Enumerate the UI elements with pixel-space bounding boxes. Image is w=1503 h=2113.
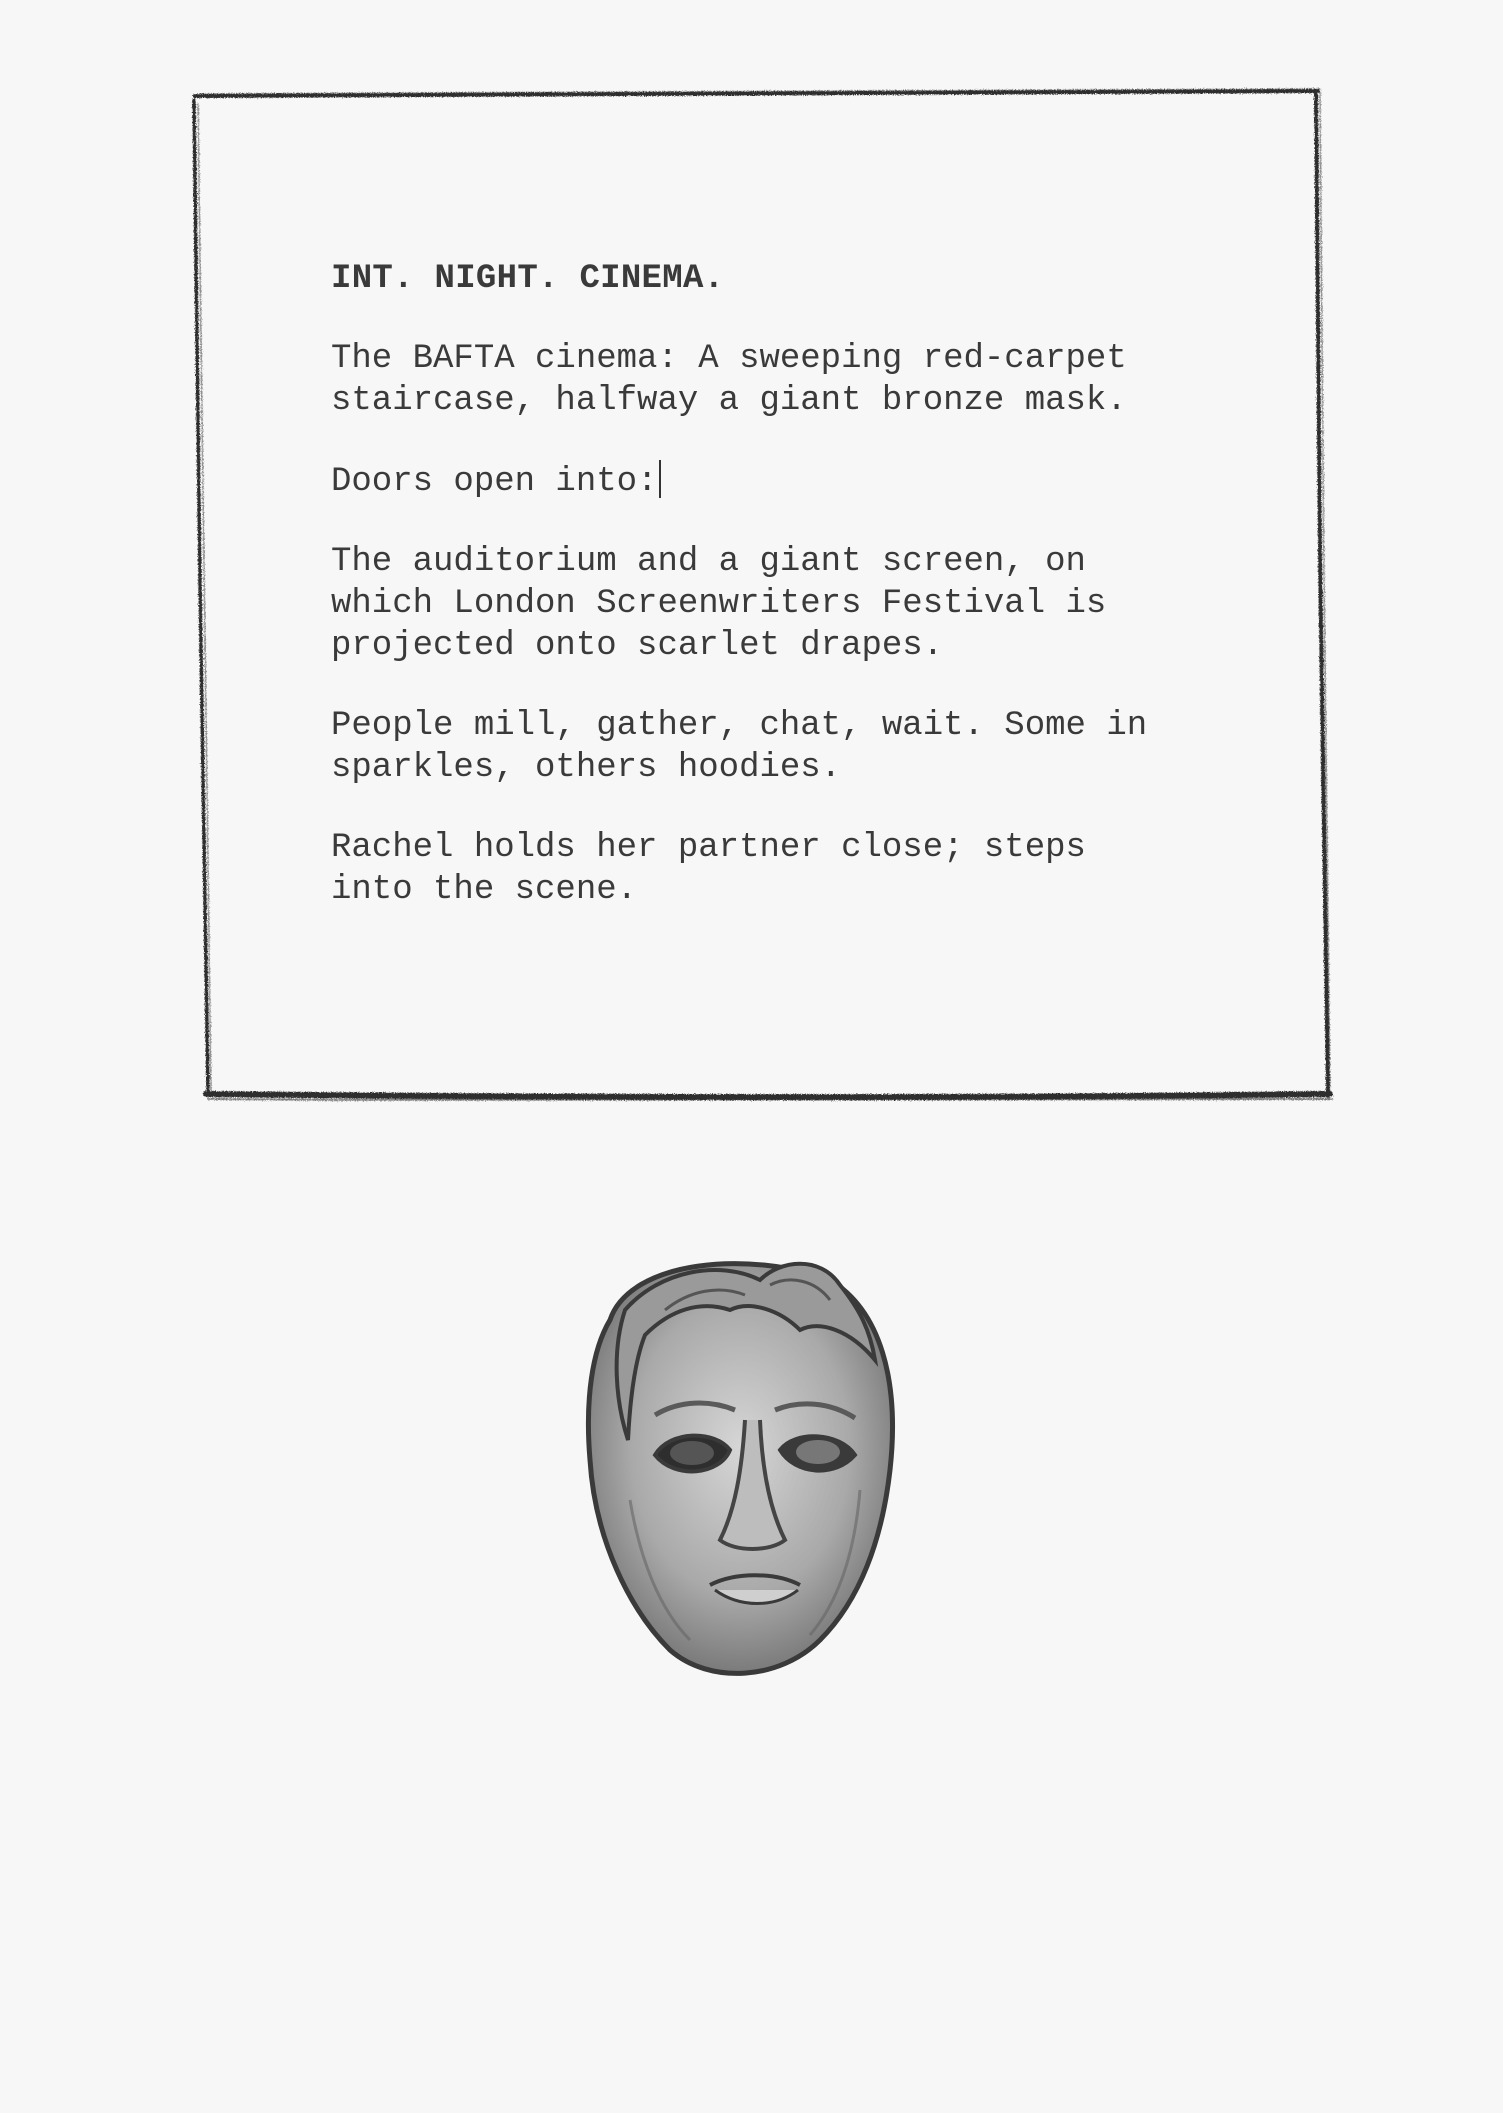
action-paragraph-2 (331, 460, 1291, 503)
action-paragraph-1: The BAFTA cinema: A sweeping red-carpet staircase, halfway a giant bronze mask. (331, 340, 1127, 420)
action-paragraph-4: People mill, gather, chat, wait. Some in sparkles, others hoodies. (331, 707, 1148, 787)
action-paragraph-5: Rachel holds her partner close; steps into the scene. (331, 829, 1086, 909)
scene-heading: INT. NIGHT. CINEMA. (331, 260, 725, 298)
action-text-2: Doors open into: (331, 463, 658, 501)
text-cursor (659, 460, 661, 498)
screenplay-text (331, 258, 1291, 949)
bafta-mask-icon (570, 1240, 910, 1700)
action-paragraph-3: The auditorium and a giant screen, on which London Screenwriters Festival is projected onto scarlet drapes. (331, 543, 1107, 665)
